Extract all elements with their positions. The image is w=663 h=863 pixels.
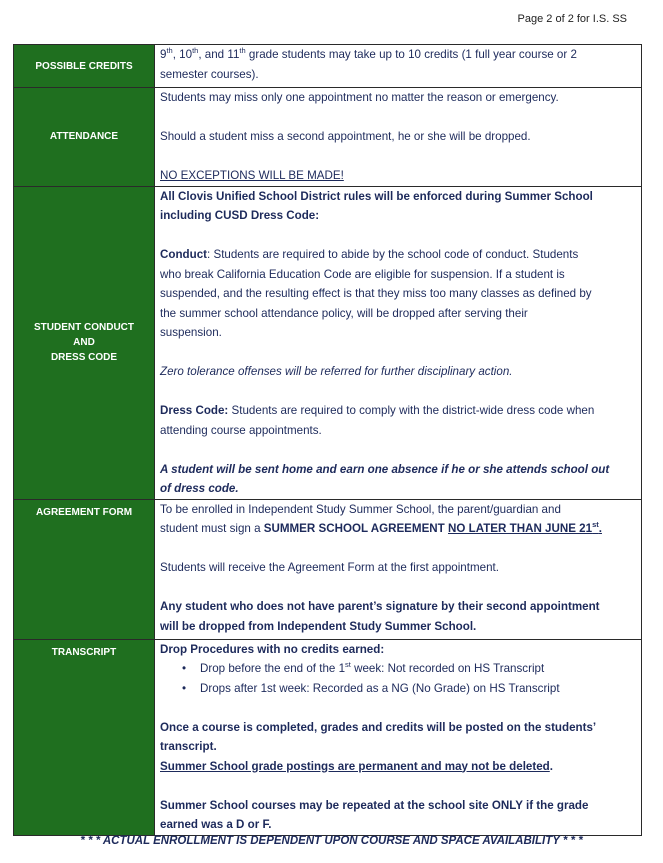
drop-list	[160, 659, 636, 698]
attendance-row	[14, 88, 642, 187]
list-item: • Drop before the end of the 1st week: Not recorded on HS Transcript	[200, 659, 636, 679]
conduct-content: All Clovis Unified School District rules will be enforced during Summer School including CUSD Dress Code: Conduct: Students are required to abide by the school code of conduct. Students who break California Education Code are eligible for suspension. If a student is suspended, and the resulting effect is that they miss too many classes as defined by the summer school attendance policy, will be dropped after serving their suspension. Zero tolerance offenses will be referred for further disciplinary action. Dress Code: Students are required to comply with the district-wide dress code when attending course appointments. A student will be sent home and earn one absence if he or she attends school out of dress code.	[155, 186, 642, 499]
transcript-content: Drop Procedures with no credits earned: • Drop before the end of the 1st week: Not recorded on HS Transcript • Drops after 1st week: Recorded as a NG (No Grade) on HS Transcript Once a course is completed, grades and credits will be posted on the students’ transcript. Summer School grade postings are permanent and may not be deleted. Summer School courses may be repeated at the school site ONLY if the grade earned was a D or F.	[155, 639, 642, 835]
credits-label: POSSIBLE CREDITS	[14, 45, 155, 88]
drop-procedures-heading: Drop Procedures with no credits earned:	[160, 642, 385, 656]
zero-tolerance-text: Zero tolerance offenses will be referred for further disciplinary action.	[160, 365, 513, 378]
agreement-line2: student must sign a SUMMER SCHOOL AGREEMENT NO LATER THAN JUNE 21st.	[160, 520, 602, 535]
agreement-label: AGREEMENT FORM	[14, 499, 155, 639]
policy-table	[13, 44, 642, 836]
agreement-line1: To be enrolled in Independent Study Summer School, the parent/guardian and	[160, 502, 561, 516]
repeat-text: Summer School courses may be repeated at the school site ONLY if the grade	[160, 798, 589, 812]
credits-line2: semester courses).	[160, 67, 259, 81]
credits-line1: 9th, 10th, and 11th grade students may take up to 10 credits (1 full year course or 2	[160, 46, 577, 61]
attendance-line2: Should a student miss a second appointment, he or she will be dropped.	[160, 130, 531, 143]
agreement-line3: Students will receive the Agreement Form at the first appointment.	[160, 561, 499, 574]
no-exceptions-text: NO EXCEPTIONS WILL BE MADE!	[160, 169, 344, 182]
list-item: • Drops after 1st week: Recorded as a NG (No Grade) on HS Transcript	[200, 679, 636, 699]
credits-content	[155, 45, 642, 88]
credits-row	[14, 45, 642, 88]
attendance-content	[155, 88, 642, 187]
page-number: Page 2 of 2 for I.S. SS	[517, 13, 627, 25]
attendance-label: ATTENDANCE	[14, 88, 155, 187]
enrollment-footer: * * * ACTUAL ENROLLMENT IS DEPENDENT UPON COURSE AND SPACE AVAILABILITY * * *	[80, 835, 583, 847]
attendance-line1: Students may miss only one appointment no matter the reason or emergency.	[160, 91, 559, 104]
transcript-row	[14, 639, 642, 835]
dress-code-paragraph: Dress Code: Students are required to comply with the district-wide dress code when	[160, 404, 595, 417]
agreement-row	[14, 499, 642, 639]
conduct-paragraph: Conduct: Students are required to abide by the school code of conduct. Students	[160, 248, 579, 261]
agreement-content: To be enrolled in Independent Study Summer School, the parent/guardian and student must sign a SUMMER SCHOOL AGREEMENT NO LATER THAN JUNE 21st. Students will receive the Agreement Form at the first appointment. Any student who does not have parent’s signature by their second appointment will be dropped from Independent Study Summer School.	[155, 499, 642, 639]
transcript-label: TRANSCRIPT	[14, 639, 155, 835]
agreement-line4: Any student who does not have parent’s signature by their second appointment	[160, 600, 600, 613]
conduct-intro: All Clovis Unified School District rules will be enforced during Summer School	[160, 189, 593, 203]
conduct-row	[14, 186, 642, 499]
sent-home-text: A student will be sent home and earn one absence if he or she attends school out	[160, 462, 610, 476]
permanent-text: Summer School grade postings are permanent and may not be deleted.	[160, 759, 554, 773]
completed-text: Once a course is completed, grades and credits will be posted on the students’	[160, 720, 597, 734]
conduct-label: STUDENT CONDUCT AND DRESS CODE	[14, 186, 155, 499]
